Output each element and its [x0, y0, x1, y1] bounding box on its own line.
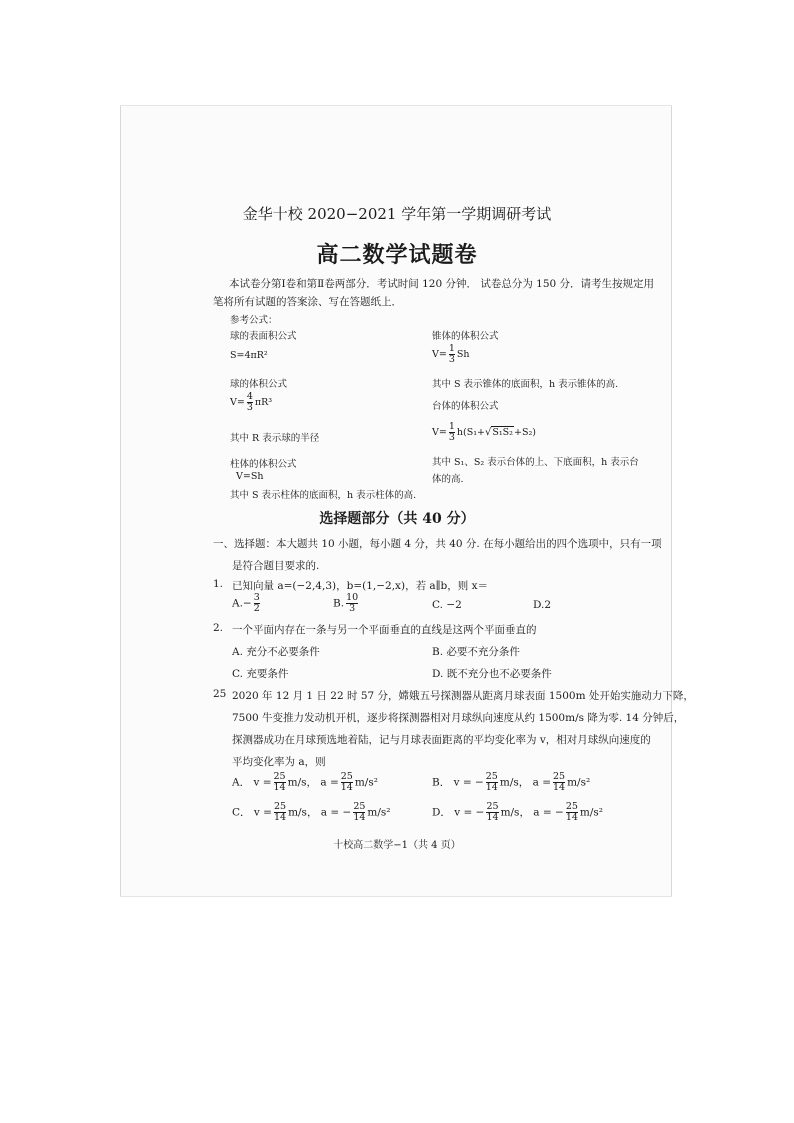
a-fraction [353, 802, 365, 823]
cone-label: 锥体的体积公式 [432, 331, 499, 342]
frustum-formula [432, 422, 536, 443]
option-fraction [346, 593, 358, 614]
exam-title: 金华十校 2020−2021 学年第一学期调研考试 [242, 205, 552, 223]
fraction-numerator: 25 [273, 771, 286, 782]
frustum-mid: h(S₁+ [456, 427, 485, 438]
fraction-denominator: 3 [448, 354, 455, 365]
option-label: B． [432, 776, 451, 789]
option-fraction [254, 593, 260, 614]
sphere-area-label: 球的表面积公式 [230, 331, 297, 342]
v-fraction [274, 802, 286, 823]
option-label: C． [232, 806, 251, 819]
fraction-numerator: 25 [340, 771, 353, 782]
fraction-numerator: 3 [253, 592, 260, 603]
q3-option-a [232, 772, 378, 793]
q3-number: 25 [213, 688, 227, 700]
frustum-note-2: 体的高. [432, 474, 464, 485]
v-fraction [274, 772, 286, 793]
sphere-volume-prefix: V= [230, 397, 245, 408]
fraction-numerator: 10 [346, 592, 359, 603]
q3-option-d [432, 802, 603, 823]
formulas-heading: 参考公式： [230, 315, 278, 326]
q1-option-c: C. −2 [432, 599, 462, 611]
a-fraction [553, 772, 565, 793]
a-equals: a = − [320, 806, 352, 819]
cone-suffix: Sh [456, 349, 470, 360]
cone-prefix: V= [432, 349, 447, 360]
v-unit: m/s， [500, 806, 530, 819]
q2-option-a: A. 充分不必要条件 [232, 646, 320, 658]
q3-line-1: 2020 年 12 月 1 日 22 时 57 分，嫦娥五号探测器从距离月球表面 1500m 处开始实施动力下降， [232, 690, 694, 702]
sphere-note: 其中 R 表示球的半径 [230, 433, 320, 444]
q1-option-b [333, 593, 360, 614]
fraction-denominator: 3 [448, 432, 455, 443]
v-equals: v = [253, 776, 272, 789]
q3-option-c [232, 802, 391, 823]
q1-option-a [232, 593, 262, 614]
page-footer: 十校高二数学−1（共 4 页） [333, 840, 461, 851]
q1-number: 1. [213, 578, 224, 590]
option-label: B. [333, 597, 345, 610]
fraction-numerator: 25 [353, 801, 366, 812]
option-sign: − [242, 597, 252, 610]
option-label: D． [432, 806, 451, 819]
frustum-prefix: V= [432, 427, 447, 438]
prism-note: 其中 S 表示柱体的底面积，h 表示柱体的高. [230, 490, 417, 501]
q3-line-2: 7500 牛变推力发动机开机，逐步将探测器相对月球纵向速度从约 1500m/s 降为零. 14 分钟后， [232, 712, 685, 724]
fraction-numerator: 25 [486, 801, 499, 812]
sqrt-icon: √ [484, 427, 492, 438]
sphere-volume-label: 球的体积公式 [230, 379, 288, 390]
prism-formula: V=Sh [236, 471, 264, 482]
frustum-end: +S₂) [514, 427, 536, 438]
q1-option-d: D.2 [533, 599, 552, 611]
a-unit: m/s² [367, 806, 391, 819]
a-fraction [341, 772, 353, 793]
fraction-denominator: 14 [273, 782, 286, 793]
fraction-denominator: 14 [273, 812, 287, 823]
sphere-volume-formula [230, 392, 272, 413]
a-equals: a = [320, 776, 339, 789]
cone-note: 其中 S 表示锥体的底面积，h 表示锥体的高. [432, 379, 619, 390]
q2-option-d: D. 既不充分也不必要条件 [432, 668, 552, 680]
fraction-denominator: 14 [353, 812, 366, 823]
fraction-numerator: 25 [485, 771, 498, 782]
q2-option-c: C. 充要条件 [232, 668, 289, 680]
cone-formula [432, 344, 470, 365]
frustum-fraction [449, 422, 455, 443]
q1-stem: 已知向量 a=(−2,4,3)，b=(1,−2,x)，若 a∥b，则 x＝ [232, 580, 488, 592]
v-equals: v = − [454, 806, 485, 819]
fraction-denominator: 2 [253, 603, 260, 614]
a-unit: m/s² [579, 806, 604, 819]
v-unit: m/s， [287, 776, 317, 789]
q2-stem: 一个平面内存在一条与另一个平面垂直的直线是这两个平面垂直的 [232, 624, 537, 636]
sphere-area-formula: S=4πR² [230, 350, 268, 361]
q2-option-b: B. 必要不充分条件 [432, 646, 520, 658]
a-equals: a = [532, 776, 551, 789]
q3-line-4: 平均变化率为 a，则 [232, 756, 326, 768]
a-unit: m/s² [354, 776, 378, 789]
instruction-line-1: 一、选择题：本大题共 10 小题，每小题 4 分，共 40 分. 在每小题给出的四个选项中，只有一项 [213, 538, 662, 550]
q3-line-3: 探测器成功在月球预选地着陆，记与月球表面距离的平均变化率为 v，相对月球纵向速度的 [232, 734, 651, 746]
v-equals: v = [253, 806, 272, 819]
main-title: 高二数学试题卷 [316, 242, 478, 268]
option-label: A． [232, 776, 251, 789]
section-title: 选择题部分（共 40 分） [319, 511, 475, 527]
intro-paragraph: 本试卷分第Ⅰ卷和第Ⅱ卷两部分．考试时间 120 分钟． 试卷总分为 150 分．请考生按规定用笔将所有试题的答案涂、写在答题纸上． [213, 278, 655, 308]
a-unit: m/s² [567, 776, 591, 789]
a-equals: a = − [533, 806, 564, 819]
fraction-denominator: 14 [553, 782, 566, 793]
prism-label: 柱体的体积公式 [230, 459, 297, 470]
q2-number: 2. [213, 622, 224, 634]
v-unit: m/s， [288, 806, 318, 819]
fraction-denominator: 14 [340, 782, 353, 793]
fraction-denominator: 3 [346, 603, 358, 614]
option-label: A. [232, 597, 243, 610]
fraction-denominator: 14 [485, 782, 498, 793]
sphere-volume-suffix: πR³ [254, 397, 273, 408]
fraction-denominator: 14 [565, 812, 578, 823]
v-fraction [486, 772, 498, 793]
fraction-numerator: 25 [553, 771, 566, 782]
fraction-numerator: 1 [448, 421, 455, 432]
v-equals: v = − [453, 776, 484, 789]
cone-fraction [449, 344, 455, 365]
frustum-sqrt-content: S₁S₂ [492, 427, 513, 438]
fraction-numerator: 4 [246, 391, 253, 402]
v-unit: m/s， [499, 776, 530, 789]
fraction-numerator: 25 [273, 801, 287, 812]
fraction-denominator: 14 [486, 812, 499, 823]
q3-option-b [432, 772, 590, 793]
sphere-volume-fraction [247, 392, 253, 413]
frustum-label: 台体的体积公式 [432, 401, 499, 412]
fraction-numerator: 25 [565, 801, 578, 812]
v-fraction [486, 802, 498, 823]
fraction-denominator: 3 [246, 402, 253, 413]
fraction-numerator: 1 [448, 343, 455, 354]
instruction-line-2: 是符合题目要求的. [232, 560, 320, 572]
frustum-note-1: 其中 S₁、S₂ 表示台体的上、下底面积，h 表示台 [432, 457, 639, 468]
a-fraction [566, 802, 578, 823]
